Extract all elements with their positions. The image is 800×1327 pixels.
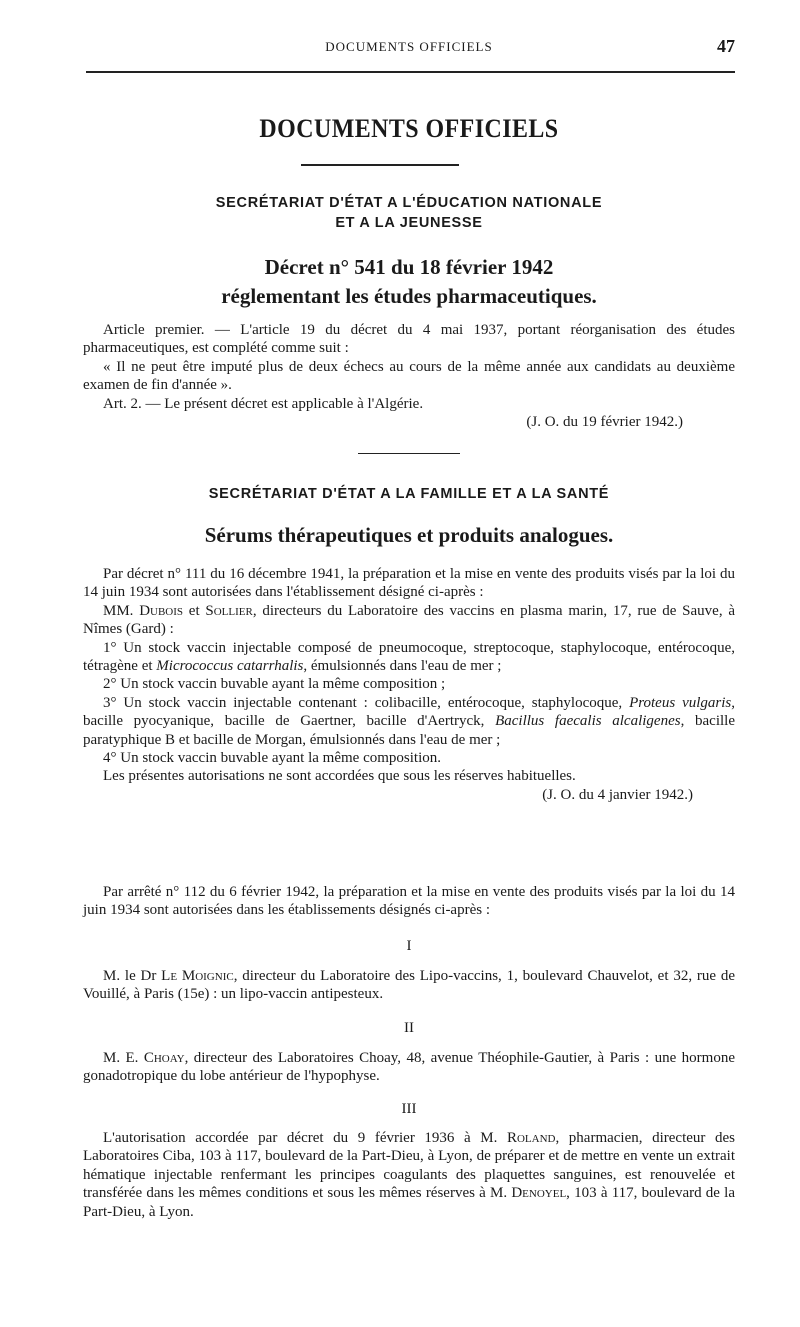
species-name: Bacillus faecalis alcaligenes bbox=[495, 713, 681, 730]
section1-department bbox=[83, 193, 735, 233]
running-header bbox=[83, 36, 735, 60]
establishment-3: L'autorisation accordée par décret du 9 février 1936 à M. Roland, pharmacien, directeur des Laboratoires Ciba, 103 à 117, boulevard de la Part-Dieu, à Lyon, de préparer et de mettre en vente un extrait hématique injectable renfermant les principes coagulants des plaquettes sanguines, est renouvelée et transférée dans les mêmes conditions et sous les mêmes réserves à M. Denoyel, 103 à 117, boulevard de la Part-Dieu, à Lyon. bbox=[83, 1130, 735, 1220]
serums-title: Sérums thérapeutiques et produits analogues. bbox=[204, 523, 614, 547]
section1-dept-line1: SECRÉTARIAT D'ÉTAT A L'ÉDUCATION NATIONALE bbox=[215, 195, 603, 211]
page-title: DOCUMENTS OFFICIELS bbox=[259, 114, 559, 143]
roman-numeral-3: III bbox=[401, 1101, 417, 1117]
section-divider bbox=[358, 453, 460, 454]
section2-department: SECRÉTARIAT D'ÉTAT A LA FAMILLE ET A LA SANTÉ bbox=[208, 486, 610, 502]
decree-title-line1: Décret n° 541 du 18 février 1942 bbox=[264, 255, 554, 279]
header-rule bbox=[86, 71, 735, 73]
article-quote: « Il ne peut être imputé plus de deux échecs au cours de la même année aux candidats au deuxième examen de fin d'année ». bbox=[83, 358, 735, 394]
directors-paragraph: MM. Dubois et Sollier, directeurs du Laboratoire des vaccins en plasma marin, 17, rue de Sauve, à Nîmes (Gard) : bbox=[83, 602, 735, 638]
serums-body bbox=[83, 565, 735, 804]
journal-officiel-ref: (J. O. du 4 janvier 1942.) bbox=[542, 786, 693, 803]
section1-dept-line2: ET A LA JEUNESSE bbox=[335, 215, 483, 231]
decree-title-line2: réglementant les études pharmaceutiques. bbox=[221, 284, 597, 308]
person-name: Le Moignic bbox=[161, 968, 234, 984]
running-title: DOCUMENTS OFFICIELS bbox=[325, 39, 493, 54]
reservations-paragraph: Les présentes autorisations ne sont accordées que sous les réserves habituelles. bbox=[103, 768, 576, 785]
list-item: 4° Un stock vaccin buvable ayant la même composition. bbox=[103, 750, 441, 767]
establishment-1: M. le Dr Le Moignic, directeur du Laboratoire des Lipo-vaccins, 1, boulevard Chauvelot, et 32, rue de Vouillé, à Paris (15e) : un lipo-vaccin antipesteux. bbox=[83, 968, 735, 1003]
roman-numeral-2: II bbox=[404, 1020, 414, 1036]
page-number: 47 bbox=[717, 36, 735, 56]
list-item: 1° Un stock vaccin injectable composé de pneumocoque, streptocoque, staphylocoque, entérocoque, tétragène et Micrococcus catarrhalis, émulsionnés dans l'eau de mer ; bbox=[83, 639, 735, 675]
person-name: Denoyel bbox=[511, 1185, 567, 1202]
person-name: Dubois bbox=[139, 602, 184, 619]
title-rule bbox=[301, 164, 459, 166]
species-name: Micrococcus catarrhalis bbox=[156, 658, 304, 675]
person-name: Choay bbox=[143, 1050, 185, 1066]
species-name: Proteus vulgaris bbox=[629, 694, 732, 711]
decree-111-paragraph: Par décret n° 111 du 16 décembre 1941, la préparation et la mise en vente des produits visés par la loi du 14 juin 1934 sont autorisées dans l'établissement désigné ci-après : bbox=[83, 566, 735, 601]
decree-body bbox=[83, 321, 735, 431]
roman-numeral-1: I bbox=[406, 938, 412, 954]
article-premier: Article premier. — L'article 19 du décret du 4 mai 1937, portant réorganisation des études pharmaceutiques, est complété comme suit : bbox=[83, 322, 735, 357]
article-2: Art. 2. — Le présent décret est applicable à l'Algérie. bbox=[103, 395, 424, 412]
list-item: 2° Un stock vaccin buvable ayant la même composition ; bbox=[103, 676, 446, 693]
list-item: 3° Un stock vaccin injectable contenant : colibacille, entérocoque, staphylocoque, Proteus vulgaris, bacille pyocyanique, bacille de Gaertner, bacille d'Aertryck, Bacillus faecalis alcaligenes, bacille paratyphique B et bacille de Morgan, émulsionnés dans l'eau de mer ; bbox=[83, 694, 735, 748]
establishment-2: M. E. Choay, directeur des Laboratoires Choay, 48, avenue Théophile-Gautier, à Paris : une hormone gonadotropique du lobe antérieur de l'hypophyse. bbox=[83, 1050, 735, 1085]
arrete-paragraph: Par arrêté n° 112 du 6 février 1942, la préparation et la mise en vente des produits visés par la loi du 14 juin 1934 sont autorisées dans les établissements désignés ci-après : bbox=[83, 884, 735, 919]
journal-officiel-ref: (J. O. du 19 février 1942.) bbox=[526, 414, 683, 431]
person-name: Sollier bbox=[205, 602, 253, 619]
person-name: Roland bbox=[506, 1130, 556, 1146]
decree-title bbox=[83, 253, 735, 311]
